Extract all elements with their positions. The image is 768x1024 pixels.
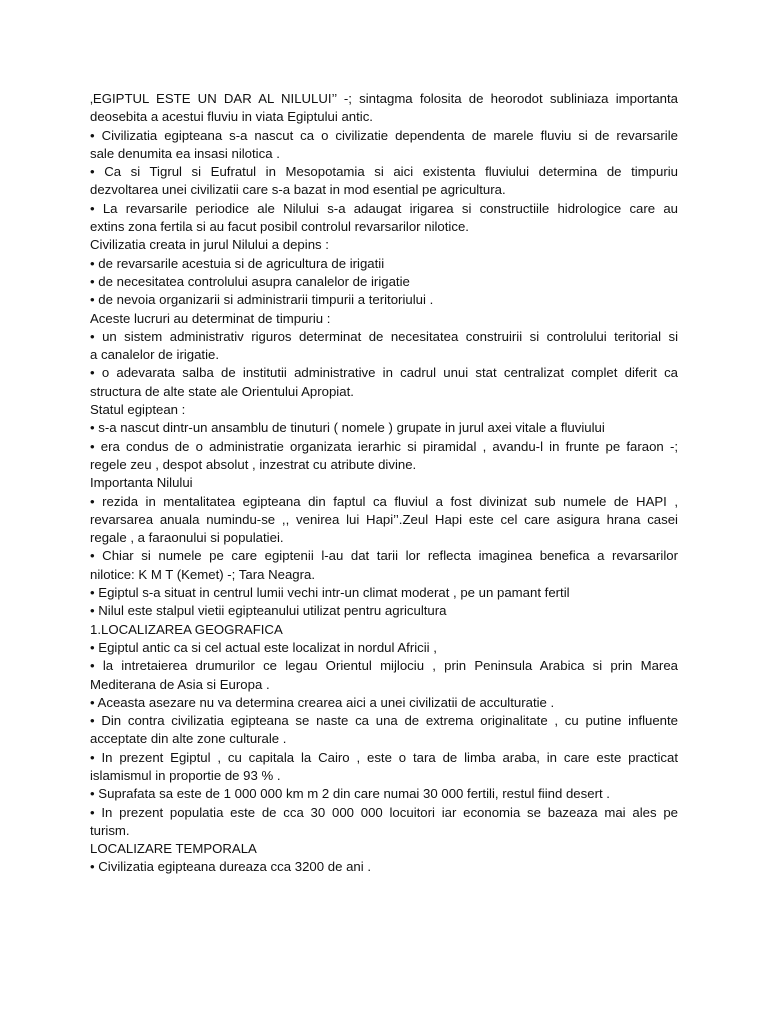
text-line: sale denumita ea insasi nilotica . [90,145,280,161]
text-line: • de necesitatea controlului asupra canalelor de irigatie [90,273,410,289]
text-line: structura de alte state ale Orientului Apropiat. [90,383,354,399]
text-line: • de revarsarile acestuia si de agricultura de irigatii [90,255,385,271]
text-line: • Din contra civilizatia egipteana se naste ca una de extrema originalitate , cu putine influente [90,713,678,729]
text-line: • o adevarata salba de institutii administrative in cadrul unui stat centralizat complet diferit ca [90,365,678,381]
text-line: Statul egiptean : [90,402,186,418]
text-line: • Egiptul antic ca si cel actual este localizat in nordul Africii , [90,639,437,655]
text-line: • Egiptul s-a situat in centrul lumii vechi intr-un climat moderat , pe un pamant fertil [90,585,570,601]
text-line: deosebita a acestui fluviu in viata Egiptului antic. [90,109,373,125]
text-line: • Nilul este stalpul vietii egipteanului utilizat pentru agricultura [90,603,447,619]
text-line: regale , a faraonului si populatiei. [90,530,284,546]
text-line: LOCALIZARE TEMPORALA [90,841,257,857]
text-line: • In prezent Egiptul , cu capitala la Cairo , este o tara de limba araba, in care este practicat [90,749,678,765]
text-line: • Civilizatia egipteana dureaza cca 3200 de ani . [90,859,372,875]
text-line: • rezida in mentalitatea egipteana din faptul ca fluviul a fost divinizat sub numele de HAPI , [90,493,678,509]
text-line: 1.LOCALIZAREA GEOGRAFICA [90,621,283,637]
text-line: turism. [90,822,130,838]
text-line: • s-a nascut dintr-un ansamblu de tinuturi ( nomele ) grupate in jurul axei vitale a fluviului [90,420,605,436]
text-line: Mediterana de Asia si Europa . [90,676,270,692]
text-line: ‚EGIPTUL ESTE UN DAR AL NILULUI’’ -; sintagma folosita de heorodot subliniaza importanta [90,91,678,106]
text-line: islamismul in proportie de 93 % . [90,767,281,783]
text-line: regele zeu , despot absolut , inzestrat cu atribute divine. [90,456,417,472]
text-line: • In prezent populatia este de cca 30 000 000 locuitori iar economia se bazeaza mai ales pe [90,804,678,820]
text-line: Importanta Nilului [90,475,193,491]
text-line: • era condus de o administratie organizata ierarhic si piramidal , avandu-l in frunte pe faraon -; [90,438,678,454]
text-line: Civilizatia creata in jurul Nilului a depins : [90,237,329,253]
text-line: revarsarea anuala numindu-se ,, venirea lui Hapi’’.Zeul Hapi este cel care asigura hrana casei [90,511,678,527]
text-line: nilotice: K M T (Kemet) -; Tara Neagra. [90,566,316,582]
text-line: a canalelor de irigatie. [90,347,220,363]
text-line: • Civilizatia egipteana s-a nascut ca o civilizatie dependenta de marele fluviu si de revarsarile [90,127,678,143]
text-line: • Suprafata sa este de 1 000 000 km m 2 din care numai 30 000 fertili, restul fiind desert . [90,786,610,802]
text-line: • Chiar si numele pe care egiptenii l-au dat tarii lor reflecta imaginea benefica a revarsarilor [90,548,678,564]
text-line: • Aceasta asezare nu va determina crearea aici a unei civilizatii de acculturatie . [90,694,555,710]
text-line: dezvoltarea unei civilizatii care s-a bazat in mod esential pe agricultura. [90,182,506,198]
document-body [90,90,678,877]
text-line: • la intretaierea drumurilor ce legau Orientul mijlociu , prin Peninsula Arabica si prin Marea [90,658,678,674]
text-line: acceptate din alte zone culturale . [90,731,287,747]
text-line: extins zona fertila si au facut posibil controlul revarsarilor nilotice. [90,219,469,235]
text-line: • Ca si Tigrul si Eufratul in Mesopotamia si aici existenta fluviului determina de timpuriu [90,164,678,180]
text-line: • un sistem administrativ riguros determinat de necesitatea construirii si controlului teritorial si [90,328,678,344]
text-line: • La revarsarile periodice ale Nilului s-a adaugat irigarea si constructiile hidrologice care au [90,200,678,216]
text-line: • de nevoia organizarii si administrarii timpurii a teritoriului . [90,292,434,308]
text-line: Aceste lucruri au determinat de timpuriu : [90,310,331,326]
